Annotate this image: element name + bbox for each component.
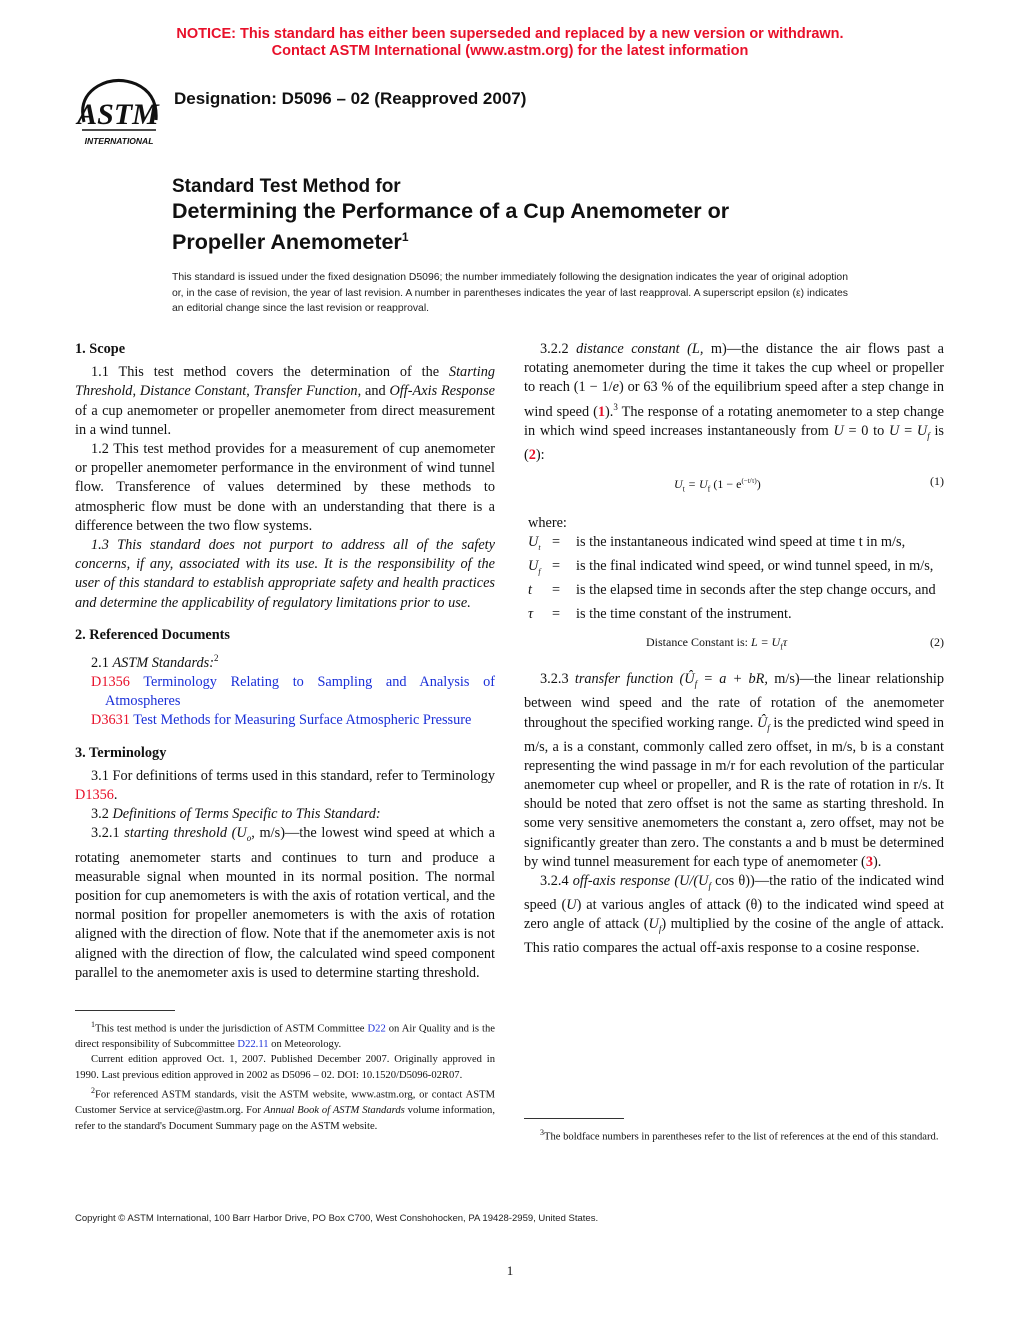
definition-row [524, 581, 944, 605]
paragraph-1-2: 1.2 This test method provides for a measurement of cup anemometer or propeller anemometer performance in the environment of wind tunnel flow. Transference of values determined by these methods to atmospheric flow must be done with an understanding that there is a difference between the two flow systems. [75, 441, 495, 534]
title-line-1: Standard Test Method for [172, 176, 401, 197]
footnotes-left [75, 1010, 495, 1134]
definition-equals: = [552, 582, 561, 599]
definition-row [524, 605, 944, 629]
copyright: Copyright © ASTM International, 100 Barr Harbor Drive, PO Box C700, West Conshohocken, PA 19428-2959, United States. [75, 1213, 599, 1224]
page-number: 1 [506, 1263, 514, 1278]
paragraph-3-2: 3.2 Definitions of Terms Specific to This Standard: [91, 806, 381, 823]
title-line-2: Determining the Performance of a Cup Anemometer or [172, 199, 730, 223]
link-d22[interactable]: D22 [367, 1023, 386, 1035]
document-title [172, 176, 729, 255]
definition-equals: = [552, 534, 561, 551]
logo-wordmark: ASTM [77, 98, 159, 131]
link-d22-11[interactable]: D22.11 [237, 1038, 269, 1050]
issue-note: This standard is issued under the fixed designation D5096; the number immediately following the designation indicates the year of original adoption or, in the case of revision, the year of last revision. A number in parentheses indicates the year of last reapproval. A superscript epsilon (ε) indicates an editorial change since the last revision or reapproval. [172, 272, 848, 314]
astm-logo [74, 78, 164, 150]
definition-text: is the elapsed time in seconds after the step change occurs, and [576, 582, 936, 599]
definition-equals: = [552, 606, 561, 623]
paragraph-1-3: 1.3 This standard does not purport to address all of the safety concerns, if any, associated with its use. It is the responsibility of the user of this standard to establish appropriate safety and health practices and determine the applicability of regulatory limitations prior to use. [75, 537, 495, 611]
footnote-2: $^2$For referenced ASTM standards, visit the ASTM website, www.astm.org, or contact ASTM Customer Service at service@astm.org. For Annual Book of ASTM Standards volume information, refer to the standard's Document Summary page on the ASTM website. [75, 1086, 495, 1132]
left-column [75, 340, 495, 983]
definition-text: is the final indicated wind speed, or wind tunnel speed, in m/s, [576, 558, 934, 575]
equation-1: $U_t = U_f$ $(1 - e^{(-t/\tau)})$ (1) [674, 473, 944, 494]
paragraph-3-2-2: 3.2.2 distance constant (L, m)—the distance the air flows past a rotating anemometer during the time it takes the cup wheel or propeller to reach (1 − 1/e) or 63 % of the equilibrium speed after a step change in wind speed (1).$^3$ The response of a rotating anemometer to a step change in which wind speed increases instantaneously from U = 0 to $U = U_f$ is (2): [524, 341, 945, 463]
definition-text: is the instantaneous indicated wind speed at time t in m/s, [576, 534, 906, 551]
definition-symbol: t [528, 582, 532, 599]
definition-symbol: $U_f$ [528, 558, 541, 576]
footnotes-right [524, 1118, 944, 1145]
astm-logo-icon [74, 78, 164, 150]
link-d1356[interactable]: D1356 [75, 787, 114, 804]
variable-definitions [524, 533, 944, 629]
right-column [524, 340, 944, 959]
paragraph-2-1: 2.1 ASTM Standards:$^2$ [91, 653, 219, 671]
definition-equals: = [552, 558, 561, 575]
section-heading-referenced-documents: 2. Referenced Documents [75, 626, 230, 643]
paragraph-3-2-4: 3.2.4 off-axis response ($U/(U_f$ cos θ))—the ratio of the indicated wind speed (U) at various angles of attack (θ) to the indicated wind speed at zero angle of attack $(U_f)$ multiplied by the cosine of the angle of attack. This ratio compares the actual off-axis response to a cosine response. [524, 873, 945, 957]
definition-symbol: τ [528, 606, 534, 623]
footnote-1: $^1$This test method is under the jurisdiction of ASTM Committee D22 on Air Quality and is the direct responsibility of Subcommittee D22.11 on Meteorology. [75, 1020, 495, 1050]
definition-text: is the time constant of the instrument. [576, 606, 792, 623]
paragraph-3-2-1: 3.2.1 starting threshold ($U_o$, m/s)—the lowest wind speed at which a rotating anemometer starts and continues to turn and produce a measurable signal when mounted in its normal position. The normal position for cup anemometers is with the axis of rotation vertical, and the normal position for propeller anemometers is with the axis of rotation aligned with the direction of flow. Note that if the anemometer axis is not aligned with the direction of flow, the calculated wind speed component parallel to the anemometer axis is used to determine starting threshold. [75, 825, 495, 981]
paragraph-3-1: 3.1 For definitions of terms used in this standard, refer to Terminology D1356. [75, 767, 495, 804]
definition-symbol: $U_t$ [528, 534, 541, 552]
section-heading-scope: 1. Scope [75, 341, 126, 357]
definition-row [524, 557, 944, 581]
where-label: where: [528, 514, 567, 531]
reference-d3631[interactable]: D3631 Test Methods for Measuring Surface Atmospheric Pressure [91, 712, 472, 729]
notice-line-2: Contact ASTM International (www.astm.org) for the latest information [271, 43, 749, 59]
reference-link-1[interactable]: 1 [597, 403, 606, 420]
withdrawal-notice [0, 26, 1020, 60]
paragraph-1-1: 1.1 This test method covers the determination of the Starting Threshold, Distance Constant, Transfer Function, and Off-Axis Response of a cup anemometer or propeller anemometer from direct measurement in a wind tunnel. [75, 364, 495, 438]
reference-d1356[interactable]: D1356 Terminology Relating to Sampling and Analysis of Atmospheres [91, 674, 495, 710]
footnote-1-approval: Current edition approved Oct. 1, 2007. Published December 2007. Originally approved in 1990. Last previous edition approved in 2002 as D5096 – 02. DOI: 10.1520/D5096-02R07. [75, 1054, 495, 1081]
definition-row [524, 533, 944, 557]
notice-line-1: NOTICE: This standard has either been superseded and replaced by a new version or withdrawn. [176, 26, 844, 42]
reference-link-3[interactable]: 3 [865, 853, 873, 870]
footnote-3: $^3$The boldface numbers in parentheses refer to the list of references at the end of this standard. [540, 1128, 939, 1143]
equation-2: Distance Constant is: $L = U_f\tau$ (2) [646, 635, 944, 652]
title-line-3: Propeller Anemometer$^1$ [172, 230, 409, 255]
designation: Designation: D5096 – 02 (Reapproved 2007) [174, 89, 527, 108]
paragraph-3-2-3: 3.2.3 transfer function ($Û_f = a$ + bR, m/s)—the linear relationship between wind speed and the rate of rotation of the anemometer throughout the specified working range. $Û_f$ is the predicted wind speed in m/s, a is a constant, commonly called zero offset, in m/s, b is a constant representing the wind passage in m/r for each revolution of the particular anemometer cup wheel or propeller, and R is the rate of rotation in r/s. It should be noted that zero offset is not the same as starting threshold. In some very sensitive anemometers the constant a, zero offset, may not be significantly greater than zero. The constants a and b must be determined by wind tunnel measurement for each type of anemometer (3). [524, 671, 944, 870]
section-heading-terminology: 3. Terminology [75, 744, 167, 761]
logo-subtext: INTERNATIONAL [84, 136, 154, 146]
reference-link-2[interactable]: 2 [528, 446, 536, 463]
